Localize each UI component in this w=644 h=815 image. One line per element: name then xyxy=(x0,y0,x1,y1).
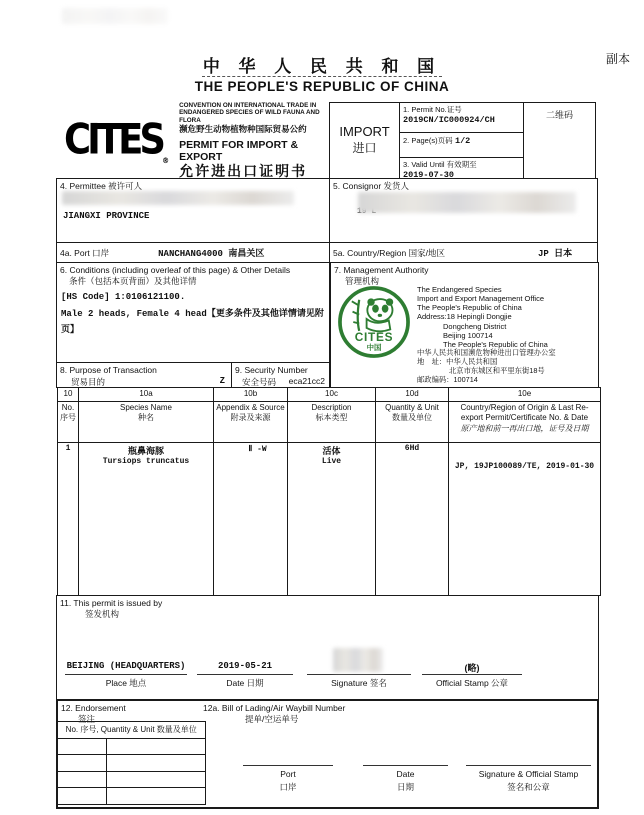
authority-address-cn: 北京市东城区和平里东街18号 xyxy=(449,365,545,375)
purpose-security-row xyxy=(57,362,331,388)
endorsement-empty-row xyxy=(58,788,205,805)
header-row xyxy=(57,102,600,179)
col-code: 10 xyxy=(58,388,79,402)
row-appendix-source: Ⅱ -W xyxy=(214,443,288,596)
page-title-cn: 中 华 人 民 共 和 国 xyxy=(202,57,442,76)
authority-label-cn: 管理机构 xyxy=(345,275,380,286)
table-code-row xyxy=(58,388,601,402)
cites-logo: $CITES_®$ xyxy=(64,115,170,166)
page-title-en: THE PEOPLE'S REPUBLIC OF CHINA xyxy=(194,79,450,94)
country-region-box xyxy=(329,242,598,263)
bill-signature-stamp-field xyxy=(466,765,591,793)
cites-logo-block xyxy=(56,102,330,179)
col-header-quantity: Quantity & Unit 数量及单位 xyxy=(376,402,449,443)
official-stamp-value: (略) xyxy=(464,663,480,673)
conditions-column xyxy=(57,262,331,388)
parties-row xyxy=(57,178,600,243)
row-species: 瓶鼻海豚 Tursiops truncatus xyxy=(79,443,214,596)
redaction-blur-signature xyxy=(333,648,383,672)
authority-address-line: The People's Republic of China xyxy=(443,339,548,349)
authority-org-line: The People's Republic of China xyxy=(417,303,522,313)
purpose-box xyxy=(56,362,232,388)
col-header-origin: Country/Region of Origin & Last Re-export Permit/Certificate No. & Date 原产地和前一再出口地，证号及日期 xyxy=(449,402,601,443)
permittee-label: 4. Permittee 被许可人 xyxy=(60,181,143,191)
issued-by-box xyxy=(56,595,599,700)
issued-label-cn: 签发机构 xyxy=(85,608,120,619)
security-value: eca21cc2 xyxy=(288,375,325,386)
endorsement-label-cn: 签注 xyxy=(78,713,96,724)
redaction-blur-permittee xyxy=(62,191,294,205)
endorsement-table xyxy=(58,721,206,805)
bill-label-en: 12a. Bill of Lading/Air Waybill Number xyxy=(203,703,346,713)
valid-until-value: 2019-07-30 xyxy=(403,169,455,180)
endorsement-label-en: 12. Endorsement xyxy=(61,703,126,713)
qr-code-box xyxy=(523,102,596,179)
bill-port-field xyxy=(243,765,333,793)
redaction-blur-consignor xyxy=(358,192,576,213)
row-origin: JP, 19JP100089/TE, 2019-01-30 xyxy=(449,443,601,596)
col-header-species: Species Name 种名 xyxy=(79,402,214,443)
redaction-blur-top-left xyxy=(62,8,168,24)
place-value: BEIJING (HEADQUARTERS) xyxy=(66,661,186,671)
col-code: 10d xyxy=(376,388,449,402)
place-field xyxy=(65,661,187,689)
table-data-row xyxy=(58,443,601,596)
permit-info-box xyxy=(399,102,524,179)
bill-port-label-en: Port xyxy=(280,769,296,780)
convention-en-line2: ENDANGERED SPECIES OF WILD FAUNA AND FLORA xyxy=(179,109,320,124)
country-region-value: JP 日本 xyxy=(537,249,573,259)
bill-signature-stamp-label-en: Signature & Official Stamp xyxy=(478,769,579,780)
goods-table xyxy=(57,387,601,596)
import-direction-box xyxy=(329,102,400,179)
endorsement-table-header: No. 序号, Quantity & Unit 数量及单位 xyxy=(58,722,205,739)
official-stamp-field xyxy=(422,661,522,689)
permit-form xyxy=(57,103,600,809)
consignor-box xyxy=(329,178,598,243)
purpose-label-en: 8. Purpose of Transaction xyxy=(60,365,157,375)
authority-org-line: Import and Export Management Office xyxy=(417,294,545,304)
issued-row xyxy=(57,595,600,700)
management-authority-box xyxy=(330,262,599,388)
hs-code-line: [HS Code] 1:0106121100. xyxy=(61,292,186,303)
convention-en-line1: CONVENTION ON INTERNATIONAL TRADE IN xyxy=(179,102,317,110)
issued-label-en: 11. This permit is issued by xyxy=(60,598,163,608)
convention-text xyxy=(179,102,330,179)
col-header-appendix: Appendix & Source 附录及来源 xyxy=(214,402,288,443)
bill-signature-stamp-label-cn: 签名和公章 xyxy=(507,781,550,792)
col-code: 10e xyxy=(449,388,601,402)
date-field xyxy=(197,661,293,689)
authority-address-line: Beijing 100714 xyxy=(443,330,493,340)
import-label-cn: 进口 xyxy=(352,141,377,156)
bill-of-lading-label xyxy=(203,703,345,725)
conditions-content xyxy=(57,286,329,338)
endorsement-empty-row xyxy=(58,755,205,772)
security-label-en: 9. Security Number xyxy=(235,365,308,375)
pages-label: 2. Page(s)页码 xyxy=(403,136,453,145)
bill-label-cn: 提单/空运单号 xyxy=(245,714,299,725)
bill-port-label-cn: 口岸 xyxy=(279,781,297,792)
bill-date-label-cn: 日期 xyxy=(396,781,414,792)
authority-org-line: The Endangered Species xyxy=(417,285,502,294)
endorsement-box xyxy=(56,699,599,809)
conditions-authority-row xyxy=(57,262,600,388)
valid-until-label: 3. Valid Until 有效期至 xyxy=(403,160,477,169)
permit-no-value: 2019CN/IC000924/CH xyxy=(403,114,495,125)
qr-code-label: 二维码 xyxy=(545,110,573,120)
authority-address-line: Dongcheng District xyxy=(443,321,507,331)
permit-no-field xyxy=(400,103,523,132)
authority-postcode-cn: 邮政编码：100714 xyxy=(417,374,478,384)
permittee-box xyxy=(56,178,330,243)
security-label-cn: 安全号码 xyxy=(242,376,277,387)
pages-field xyxy=(400,132,523,157)
row-quantity-unit: 6Hd xyxy=(376,443,449,596)
registered-mark-icon: ® xyxy=(162,156,170,166)
permit-no-label: 1. Permit No.证号 xyxy=(403,105,462,114)
title-underline xyxy=(202,76,442,77)
bill-date-field xyxy=(363,765,448,793)
endorsement-row xyxy=(57,699,600,809)
endorsement-empty-row xyxy=(58,771,205,788)
conditions-label-en: 6. Conditions (including overleaf of this page) & Other Details xyxy=(60,265,291,275)
copy-label: 副本 xyxy=(605,52,630,66)
col-header-no: No. 序号 xyxy=(58,402,79,443)
official-stamp-label: Official Stamp 公章 xyxy=(435,678,509,688)
port-box xyxy=(56,242,330,263)
port-value: NANCHANG4000 南昌关区 xyxy=(158,249,265,259)
place-label: Place 地点 xyxy=(105,678,147,688)
port-label: 4a. Port 口岸 xyxy=(60,248,110,259)
pages-value: 1/2 xyxy=(454,136,471,146)
col-code: 10c xyxy=(288,388,376,402)
purpose-value: Z xyxy=(219,375,225,386)
date-label: Date 日期 xyxy=(226,678,264,688)
permittee-value: JIANGXI PROVINCE xyxy=(63,211,150,221)
conditions-box xyxy=(56,262,330,363)
cites-china-panda-logo xyxy=(337,285,411,359)
authority-address-cn: 地 址：中华人民共和国 xyxy=(417,356,498,366)
purpose-label-cn: 贸易目的 xyxy=(71,376,106,387)
authority-address-block xyxy=(417,285,587,385)
row-description: 活体 Live xyxy=(288,443,376,596)
row-no: 1 xyxy=(58,443,79,596)
conditions-label-cn: 条件（包括本页背面）及其他详情 xyxy=(69,275,197,286)
svg-text:CITES: CITES xyxy=(354,330,394,345)
authority-label-en: 7. Management Authority xyxy=(334,265,429,275)
port-country-row xyxy=(57,242,600,263)
signature-label: Signature 签名 xyxy=(331,678,387,688)
svg-text:中国: 中国 xyxy=(366,343,382,353)
consignor-label: 5. Consignor 发货人 xyxy=(333,181,410,191)
bill-date-label-en: Date xyxy=(396,769,415,780)
permit-title-cn: 允许进出口证明书 xyxy=(179,162,308,179)
authority-address-line: Address:18 Hepingli Dongjie xyxy=(417,312,512,322)
endorsement-empty-row xyxy=(58,738,205,755)
conditions-detail-line: Male 2 heads, Female 4 head【更多条件及其他详情请见附页】 xyxy=(61,307,324,334)
signature-field xyxy=(307,661,411,689)
col-code: 10b xyxy=(214,388,288,402)
security-number-box xyxy=(231,362,330,388)
col-code: 10a xyxy=(79,388,214,402)
import-label-en: IMPORT xyxy=(339,124,390,140)
col-header-description: Description 标本类型 xyxy=(288,402,376,443)
table-header-row xyxy=(58,402,601,443)
date-value: 2019-05-21 xyxy=(217,661,272,671)
permit-title-en: PERMIT FOR IMPORT & EXPORT xyxy=(179,138,299,163)
authority-org-cn: 中华人民共和国濒危物种进出口管理办公室 xyxy=(417,347,556,357)
convention-cn: 濒危野生动物植物种国际贸易公约 xyxy=(179,123,307,134)
country-region-label: 5a. Country/Region 国家/地区 xyxy=(333,248,445,259)
